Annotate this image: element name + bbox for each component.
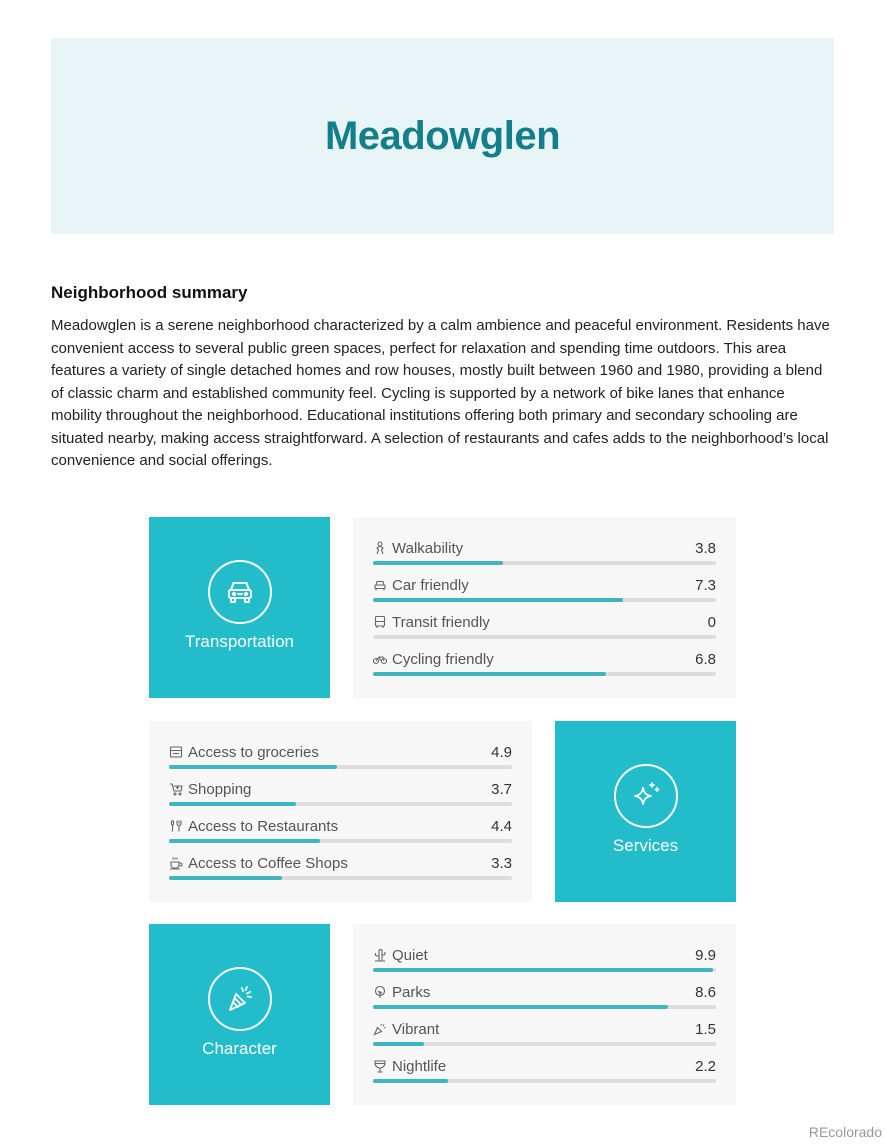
score-bar-fill [373, 598, 623, 602]
metric-value: 8.6 [695, 983, 716, 1001]
metric-shopping [169, 778, 512, 815]
metric-label: Cycling friendly [392, 650, 494, 668]
score-bar-fill [169, 765, 337, 769]
neighborhood-title: Meadowglen [324, 113, 561, 158]
metric-cycling-friendly [373, 648, 716, 685]
party-popper-icon [208, 967, 272, 1031]
metric-groceries [169, 741, 512, 778]
tree-icon [373, 985, 387, 999]
score-bar [169, 876, 512, 880]
metric-vibrant [373, 1018, 716, 1055]
cocktail-icon [373, 1059, 387, 1073]
metric-value: 4.4 [491, 817, 512, 835]
metric-value: 2.2 [695, 1057, 716, 1075]
coffee-icon [169, 856, 183, 870]
category-label: Character [202, 1038, 277, 1058]
brand-footer: REcolorado [808, 1124, 882, 1140]
score-bar-fill [373, 1042, 424, 1046]
neighborhood-summary [51, 283, 836, 473]
car-icon [373, 578, 387, 592]
bicycle-icon [373, 652, 387, 666]
score-bar [169, 765, 512, 769]
metric-label: Access to Restaurants [188, 817, 339, 835]
metric-car-friendly [373, 574, 716, 611]
store-icon [169, 745, 183, 759]
metric-value: 3.7 [491, 780, 512, 798]
category-tile-transportation [149, 517, 330, 698]
metric-label: Walkability [392, 539, 464, 557]
metric-value: 3.8 [695, 539, 716, 557]
score-bar [169, 802, 512, 806]
score-bar [373, 598, 716, 602]
metric-label: Car friendly [392, 576, 469, 594]
category-tile-services [555, 721, 736, 902]
metric-label: Shopping [188, 780, 252, 798]
metric-parks [373, 981, 716, 1018]
metrics-panel-character [353, 924, 736, 1105]
score-bar [169, 839, 512, 843]
metric-label: Access to Coffee Shops [188, 854, 348, 872]
score-bar-fill [169, 876, 282, 880]
score-bar-fill [373, 1005, 668, 1009]
score-bar [373, 672, 716, 676]
metric-value: 9.9 [695, 946, 716, 964]
score-bar-fill [373, 968, 713, 972]
pedestrian-icon [373, 541, 387, 555]
metric-label: Vibrant [392, 1020, 440, 1038]
metric-value: 1.5 [695, 1020, 716, 1038]
score-bar [373, 968, 716, 972]
metrics-panel-transportation [353, 517, 736, 698]
category-tile-character [149, 924, 330, 1105]
metrics-panel-services [149, 721, 532, 902]
utensils-icon [169, 819, 183, 833]
metric-label: Quiet [392, 946, 428, 964]
category-label: Transportation [185, 631, 294, 651]
score-bar-fill [373, 561, 503, 565]
metric-restaurants [169, 815, 512, 852]
metric-coffee-shops [169, 852, 512, 889]
sparkles-icon [614, 764, 678, 828]
score-bar-fill [169, 839, 320, 843]
metric-transit-friendly [373, 611, 716, 648]
metric-value: 4.9 [491, 743, 512, 761]
score-bar-fill [169, 802, 296, 806]
metric-value: 7.3 [695, 576, 716, 594]
bus-icon [373, 615, 387, 629]
metric-value: 0 [707, 613, 716, 631]
metric-value: 3.3 [491, 854, 512, 872]
category-label: Services [612, 835, 679, 855]
summary-heading: Neighborhood summary [51, 283, 248, 302]
metric-walkability [373, 537, 716, 574]
party-popper-icon [373, 1022, 387, 1036]
score-bar [373, 1005, 716, 1009]
hero-banner [51, 38, 834, 234]
score-bar [373, 561, 716, 565]
metric-label: Nightlife [392, 1057, 447, 1075]
metric-label: Transit friendly [392, 613, 490, 631]
metric-quiet [373, 944, 716, 981]
metric-label: Access to groceries [188, 743, 319, 761]
cactus-icon [373, 948, 387, 962]
score-bar [373, 1042, 716, 1046]
metric-value: 6.8 [695, 650, 716, 668]
score-bar [373, 1079, 716, 1083]
metric-label: Parks [392, 983, 431, 1001]
score-bar-fill [373, 672, 606, 676]
summary-body: Meadowglen is a serene neighborhood characterized by a calm ambience and peaceful environment. Residents have convenient access to several public green spaces, perfect for relaxation and spending time outdoors. This area features a variety of single detached homes and row houses, mostly built between 1960 and 1980, providing a blend of classic charm and established community feel. Cycling is supported by a network of bike lanes that enhance mobility throughout the neighborhood. Educational institutions offering both primary and secondary schooling are situated nearby, making access straightforward. A selection of restaurants and cafes adds to the neighborhood’s local convenience and social offerings. [51, 317, 830, 469]
score-bar-fill [373, 1079, 448, 1083]
car-icon [208, 560, 272, 624]
score-bar [373, 635, 716, 639]
cart-icon [169, 782, 183, 796]
metric-nightlife [373, 1055, 716, 1092]
